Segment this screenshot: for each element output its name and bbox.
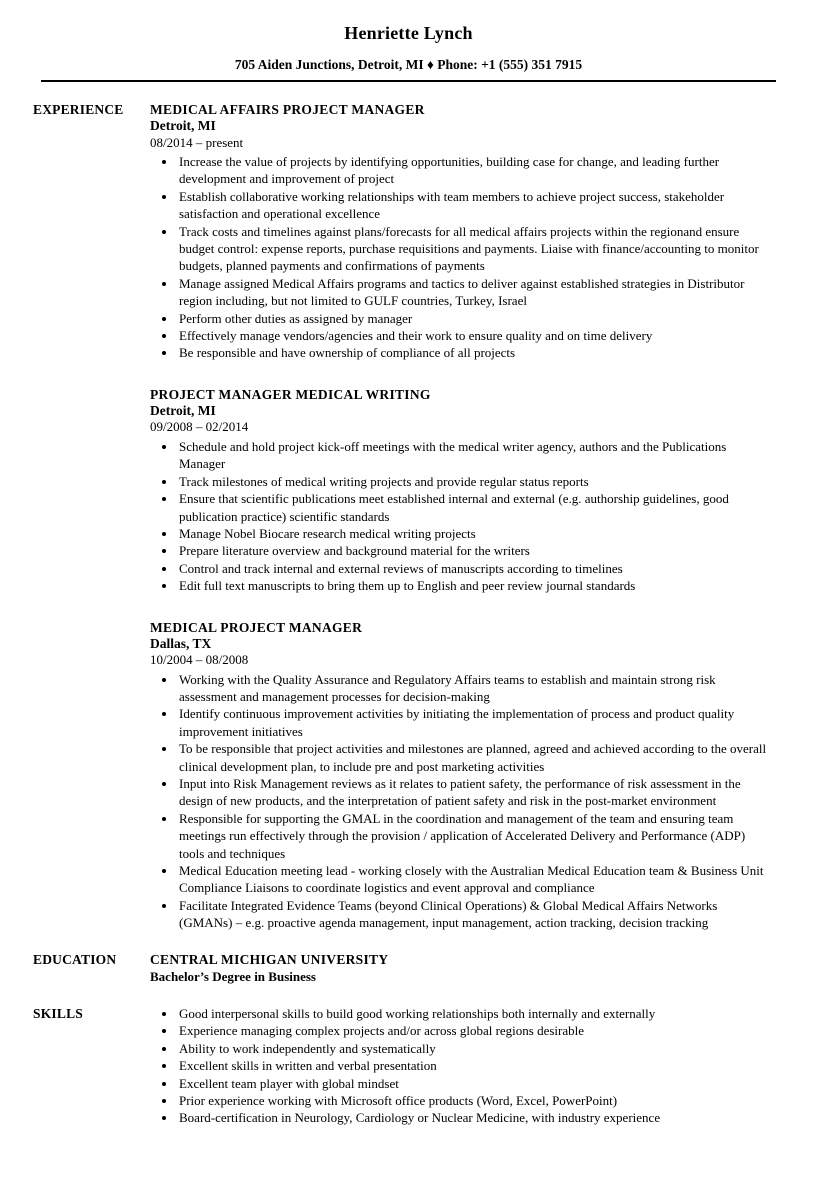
bullet-item: • Manage Nobel Biocare research medical writing projects (177, 525, 769, 542)
education-school: CENTRAL MICHIGAN UNIVERSITY (150, 951, 389, 967)
bullet-item: • Increase the value of projects by identifying opportunities, building case for change, and leading further development and improvement of project (177, 153, 769, 188)
education-section (0, 951, 817, 985)
bullet-item: • Track milestones of medical writing projects and provide regular status reports (177, 473, 769, 490)
job-dates: 10/2004 – 08/2008 (150, 652, 249, 668)
job-bullet-list (150, 671, 769, 932)
header-divider (41, 80, 776, 82)
job-dates: 09/2008 – 02/2014 (150, 419, 249, 435)
bullet-item: • Manage assigned Medical Affairs programs and tactics to deliver against established strategies in Distributor region including, but not limited to GULF countries, Turkey, Israel (177, 275, 769, 310)
job-bullet-list (150, 438, 769, 595)
job-entry-3 (150, 619, 769, 932)
bullet-item: • Be responsible and have ownership of compliance of all projects (177, 344, 769, 361)
bullet-item: • Input into Risk Management reviews as it relates to patient safety, the performance of risk assessment in the design of new products, and the interpretation of patient safety and risk in the post-market environment (177, 775, 769, 810)
bullet-item: • Effectively manage vendors/agencies and their work to ensure quality and on time delivery (177, 327, 769, 344)
experience-section (0, 101, 817, 932)
section-label-skills: SKILLS (33, 1006, 83, 1022)
resume-header (0, 0, 817, 82)
skill-item: • Good interpersonal skills to build good working relationships both internally and externally (177, 1005, 769, 1022)
bullet-item: • Prepare literature overview and background material for the writers (177, 542, 769, 559)
job-location: Detroit, MI (150, 402, 216, 418)
job-title: PROJECT MANAGER MEDICAL WRITING (150, 386, 431, 402)
job-title: MEDICAL PROJECT MANAGER (150, 619, 363, 635)
contact-line: 705 Aiden Junctions, Detroit, MI ♦ Phone: +1 (555) 351 7915 (234, 57, 583, 72)
skills-content (150, 1005, 817, 1127)
bullet-item: • Control and track internal and external reviews of manuscripts according to timelines (177, 560, 769, 577)
bullet-item: • Track costs and timelines against plans/forecasts for all medical affairs projects within the regionand ensure budget control: expense reports, purchase requisitions and payments. Liaise with finance/accounting to monitor budgets, planned payments and confirmations of payments (177, 223, 769, 275)
job-dates: 08/2014 – present (150, 134, 244, 150)
skill-item: • Prior experience working with Microsoft office products (Word, Excel, PowerPoint) (177, 1092, 769, 1109)
candidate-name: Henriette Lynch (344, 23, 473, 43)
job-bullet-list (150, 153, 769, 362)
skills-section (0, 1005, 817, 1127)
skill-item: • Ability to work independently and systematically (177, 1040, 769, 1057)
skills-bullet-list (150, 1005, 769, 1127)
section-label-experience: EXPERIENCE (33, 102, 124, 117)
job-entry-2 (150, 386, 769, 595)
job-location: Detroit, MI (150, 118, 216, 133)
experience-content (150, 101, 817, 932)
skill-item: • Excellent skills in written and verbal presentation (177, 1057, 769, 1074)
education-content (150, 951, 817, 985)
bullet-item: • Medical Education meeting lead - working closely with the Australian Medical Education team & Business Unit Compliance Liaisons to coordinate logistics and event approval and compliance (177, 862, 769, 897)
section-label-education: EDUCATION (33, 951, 117, 967)
bullet-item: • To be responsible that project activities and milestones are planned, agreed and achieved according to the overall clinical development plan, to include pre and post marketing activities (177, 740, 769, 775)
job-entry-1 (150, 101, 769, 362)
job-title: MEDICAL AFFAIRS PROJECT MANAGER (150, 102, 425, 117)
bullet-item: • Responsible for supporting the GMAL in the coordination and management of the team and ensuring team meetings run effectively through the provision / application of Accelerated Delivery and Performance (ADP) tools and techniques (177, 810, 769, 862)
bullet-item: • Facilitate Integrated Evidence Teams (beyond Clinical Operations) & Global Medical Affairs Networks (GMANs) – e.g. proactive agenda management, input management, action tracking, decision tracking (177, 897, 769, 932)
bullet-item: • Establish collaborative working relationships with team members to achieve project success, stakeholder satisfaction and operational excellence (177, 188, 769, 223)
bullet-item: • Schedule and hold project kick-off meetings with the medical writer agency, authors and the Publications Manager (177, 438, 769, 473)
skill-item: • Experience managing complex projects and/or across global regions desirable (177, 1022, 769, 1039)
skill-item: • Excellent team player with global mindset (177, 1075, 769, 1092)
bullet-item: • Edit full text manuscripts to bring them up to English and peer review journal standards (177, 577, 769, 594)
bullet-item: • Ensure that scientific publications meet established internal and external (e.g. authorship guidelines, good publication practice) scientific standards (177, 490, 769, 525)
education-degree: Bachelor’s Degree in Business (150, 968, 316, 984)
bullet-item: • Perform other duties as assigned by manager (177, 310, 769, 327)
skill-item: • Board-certification in Neurology, Cardiology or Nuclear Medicine, with industry experience (177, 1109, 769, 1126)
bullet-item: • Identify continuous improvement activities by initiating the implementation of process and product quality improvement initiatives (177, 705, 769, 740)
job-location: Dallas, TX (150, 635, 212, 651)
bullet-item: • Working with the Quality Assurance and Regulatory Affairs teams to establish and maintain strong risk assessment and management processes for decision-making (177, 671, 769, 706)
